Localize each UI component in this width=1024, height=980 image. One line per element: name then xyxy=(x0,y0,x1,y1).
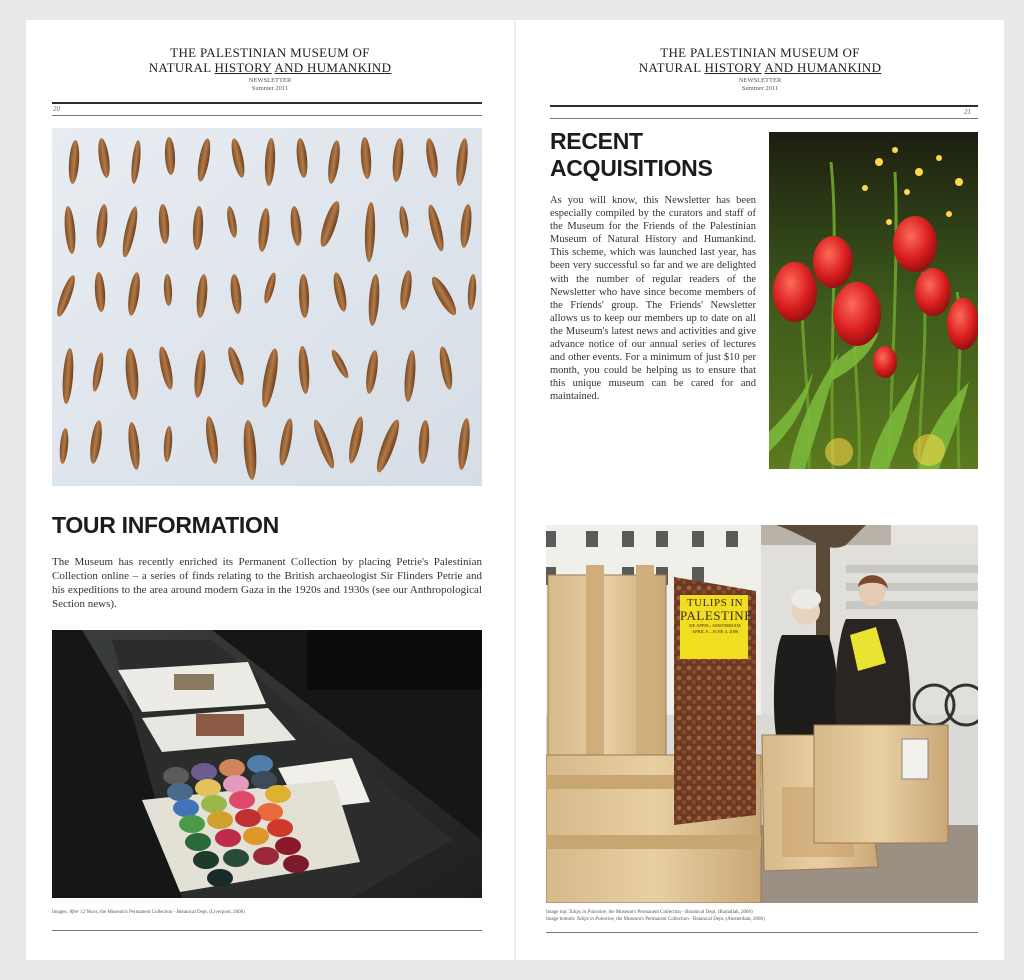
poster-dates: APRIL 8 – JUNE 4, 2006 xyxy=(691,629,739,634)
masthead-issue-right: Summer 2011 xyxy=(741,85,779,92)
masthead-left xyxy=(26,45,514,93)
masthead-line1: THE PALESTINIAN MUSEUM OF xyxy=(170,45,370,60)
right-image-caption-top: Image top: Tulips in Palestine, the Museum's Permanent Collection - Botanical Dept. (Ramallah, 2006) xyxy=(546,910,753,915)
left-page xyxy=(26,20,514,960)
tulips-street-photo xyxy=(546,525,978,903)
left-image-caption: Images: After 12 Years, the Museum's Permanent Collection - Botanical Dept. (Liverpool, 2008) xyxy=(52,910,245,915)
seed-pods-image xyxy=(52,128,482,486)
acquisitions-text: As you will know, this Newsletter has been especially compiled by the curators and staff of the Museum for the Friends of the Palestinian Museum of Natural History and Humankind. This scheme, which was launched last year, has been very successful so far and we are delighted with the number of regular readers of the Newsletter who have since become members of the Friends' group. The Friends' Newsletter allows us to keep our members up to date on all the Museum's latest news and activities and give advance notice of our annual series of lectures and other events. For a minimum of just $10 per month, you could be helping us to ensure that this unique museum can be cared for and maintained. xyxy=(550,195,756,403)
poster-text xyxy=(680,597,753,635)
masthead-line2-right: NATURAL HISTORY AND HUMANKIND xyxy=(638,60,882,75)
display-case-photo xyxy=(52,630,482,898)
acquisitions-heading xyxy=(550,128,713,182)
right-page xyxy=(516,20,1004,960)
poster-title-line2: PALESTINE xyxy=(680,608,753,623)
acquisitions-heading-line2: ACQUISITIONS xyxy=(550,155,713,181)
page-number-right: 21 xyxy=(964,108,971,116)
display-case-image xyxy=(52,630,482,898)
masthead-line1-right: THE PALESTINIAN MUSEUM OF xyxy=(660,45,860,60)
header-subrule xyxy=(52,115,482,116)
tulips-image xyxy=(769,132,978,469)
tour-text: The Museum has recently enriched its Permanent Collection by placing Petrie's Palestinian Collection online – a series of finds relating to the British archaeologist Sir Flinders Petrie and his expeditions to the area around modern Gaza in the 1920s and 1930s (see our Anthropological Section news). xyxy=(52,556,482,610)
header-rule xyxy=(52,102,482,104)
masthead-title-right xyxy=(516,45,1004,75)
page-number: 20 xyxy=(53,105,60,113)
masthead-line2: NATURAL HISTORY AND HUMANKIND xyxy=(148,60,392,75)
tulips-street-image xyxy=(546,525,978,903)
masthead-newsletter: NEWSLETTER xyxy=(248,77,292,84)
header-subrule-right xyxy=(550,118,978,119)
masthead-issue: Summer 2011 xyxy=(251,85,289,92)
tour-heading: TOUR INFORMATION xyxy=(52,512,279,538)
header-rule-right xyxy=(550,105,978,107)
poster-venue: DE APPEL, AMSTERDAM xyxy=(689,623,741,628)
masthead-newsletter-right: NEWSLETTER xyxy=(738,77,782,84)
poster-title-line1: TULIPS IN xyxy=(686,597,744,609)
footer-rule-left xyxy=(52,930,482,931)
masthead-right xyxy=(516,45,1004,93)
tulips-photo xyxy=(769,132,978,469)
right-image-caption-bottom: Image bottom: Tulips in Palestine, the Museum's Permanent Collection - Botanical Dept. (Amsterdam, 2006) xyxy=(546,917,765,922)
seed-pods-photo xyxy=(52,128,482,486)
masthead-title xyxy=(26,45,514,75)
footer-rule-right xyxy=(546,932,978,933)
acquisitions-heading-line1: RECENT xyxy=(550,128,643,154)
